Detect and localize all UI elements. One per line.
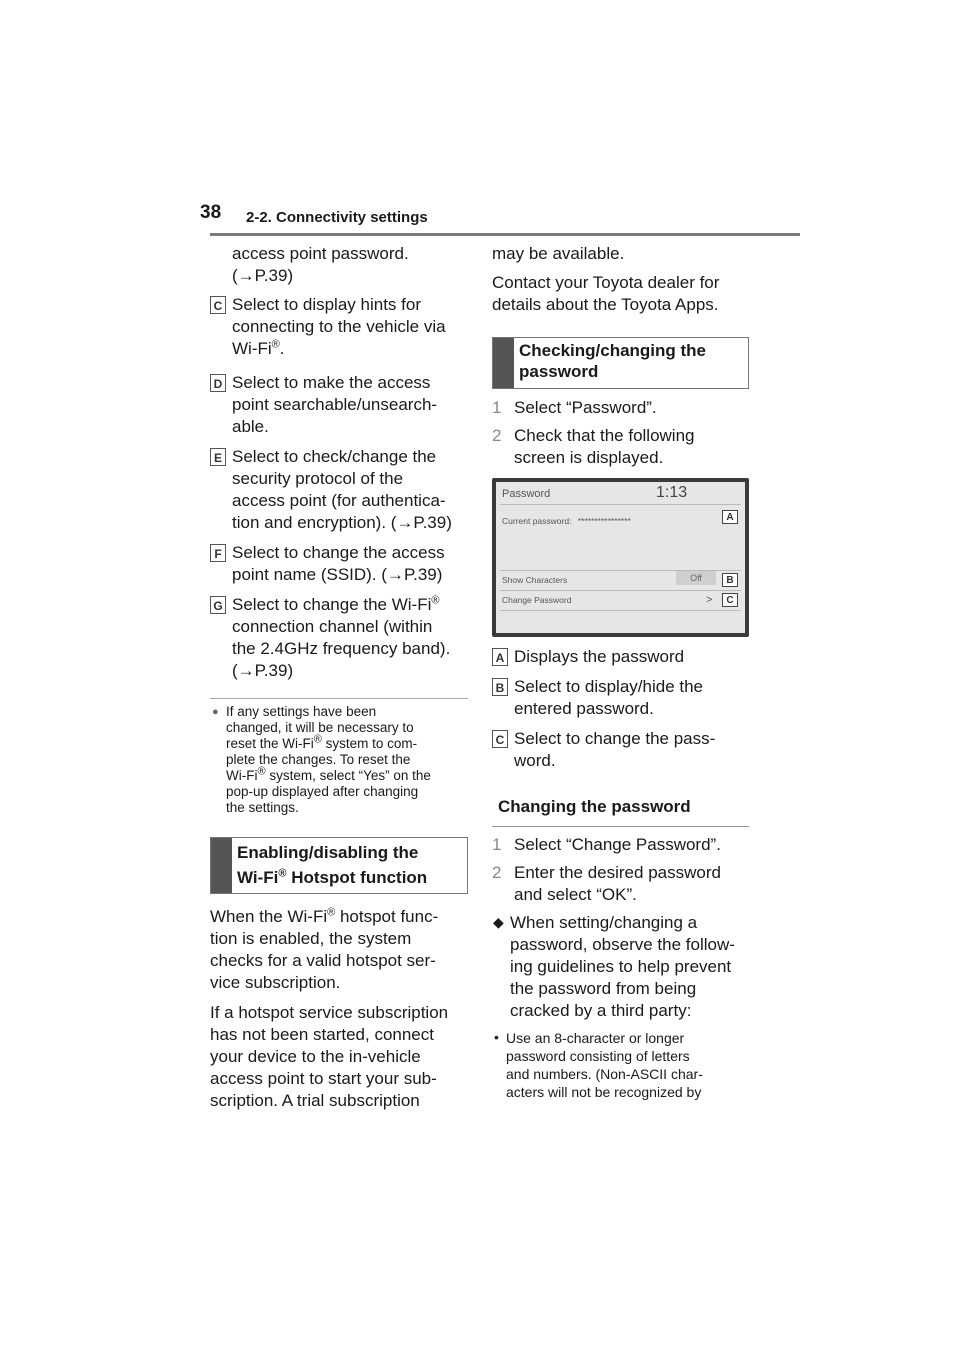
callout-label: G bbox=[210, 596, 226, 614]
item-text: Displays the password bbox=[514, 647, 685, 666]
item-text: Select to make the access point searchable/unsearch- able. bbox=[232, 373, 438, 436]
callout-label: C bbox=[492, 730, 508, 748]
section-title: 2-2. Connectivity settings bbox=[246, 209, 428, 226]
paragraph: When the Wi-Fi® hotspot func- tion is enabled, the system checks for a valid hotspot ser- vice subscription. bbox=[210, 906, 439, 992]
list-item bbox=[210, 448, 226, 467]
password-screen-image bbox=[492, 478, 749, 637]
screen-title: Password bbox=[502, 488, 551, 500]
header-rule bbox=[210, 233, 800, 236]
heading-bar bbox=[493, 338, 514, 388]
dot-bullet-icon: • bbox=[494, 1029, 499, 1045]
callout-label: B bbox=[492, 678, 508, 696]
note-text: If any settings have been changed, it will be necessary to reset the Wi-Fi® system to com- plete the changes. To reset the Wi-Fi® system, select “Yes” on the pop-up displayed after changing the settings. bbox=[226, 704, 431, 815]
item-text: Select to display hints for connecting to the vehicle via Wi-Fi®. bbox=[232, 295, 446, 358]
item-text: Select to change the access point name (SSID). (→P.39) bbox=[232, 543, 445, 584]
note-bullet-icon: ● bbox=[212, 706, 219, 718]
list-item bbox=[210, 374, 226, 393]
off-toggle: Off bbox=[676, 571, 716, 585]
step: 1 Select “Change Password”. bbox=[492, 835, 721, 854]
callout-label: B bbox=[722, 573, 738, 587]
diamond-bullet-icon: ◆ bbox=[493, 914, 504, 930]
heading-bar bbox=[211, 838, 232, 893]
step: 2 Check that the following screen is displayed. bbox=[492, 426, 695, 467]
current-password-row: Current password: **************** bbox=[502, 516, 631, 526]
list-item bbox=[492, 730, 508, 749]
list-item bbox=[210, 596, 226, 615]
section-heading: Enabling/disabling the Wi-Fi® Hotspot function bbox=[210, 837, 468, 894]
list-item bbox=[210, 296, 226, 315]
section-heading: Checking/changing the password bbox=[492, 337, 749, 389]
list-item bbox=[492, 648, 508, 667]
item-text: Select to display/hide the entered password. bbox=[514, 677, 704, 718]
intro-text: access point password. (→P.39) bbox=[232, 244, 409, 285]
item-text: Select to change the Wi-Fi® connection channel (within the 2.4GHz frequency band). (→P.39) bbox=[232, 594, 451, 680]
callout-label: A bbox=[722, 510, 738, 524]
callout-label: C bbox=[210, 296, 226, 314]
step: 1 Select “Password”. bbox=[492, 398, 657, 417]
item-text: Select to change the pass- word. bbox=[514, 729, 716, 770]
callout-label: E bbox=[210, 448, 226, 466]
list-item bbox=[210, 544, 226, 563]
paragraph: may be available. bbox=[492, 244, 625, 263]
show-characters-row: Show Characters bbox=[502, 575, 568, 585]
callout-label: F bbox=[210, 544, 226, 562]
change-password-row: Change Password bbox=[502, 595, 572, 605]
paragraph: If a hotspot service subscription has not been started, connect your device to the in-vehicle access point to start your sub- scription. A trial subscription bbox=[210, 1003, 449, 1110]
callout-label: D bbox=[210, 374, 226, 392]
bullet-text: When setting/changing a password, observe the follow- ing guidelines to help prevent the password from being cracked by a third party: bbox=[510, 913, 735, 1020]
paragraph: Contact your Toyota dealer for details about the Toyota Apps. bbox=[492, 273, 720, 314]
item-text: Select to check/change the security protocol of the access point (for authentica- tion and encryption). (→P.39) bbox=[232, 447, 452, 532]
chevron-right-icon: > bbox=[706, 594, 713, 606]
note-divider bbox=[210, 698, 468, 699]
step: 2 Enter the desired password and select “OK”. bbox=[492, 863, 721, 904]
page-number: 38 bbox=[200, 202, 222, 223]
callout-label: C bbox=[722, 593, 738, 607]
section-heading: Changing the password bbox=[492, 790, 749, 827]
list-item bbox=[492, 678, 508, 697]
screen-clock: 1:13 bbox=[656, 484, 688, 501]
sub-bullet-text: Use an 8-character or longer password consisting of letters and numbers. (Non-ASCII char- acters will not be recognized by bbox=[506, 1030, 703, 1100]
callout-label: A bbox=[492, 648, 508, 666]
